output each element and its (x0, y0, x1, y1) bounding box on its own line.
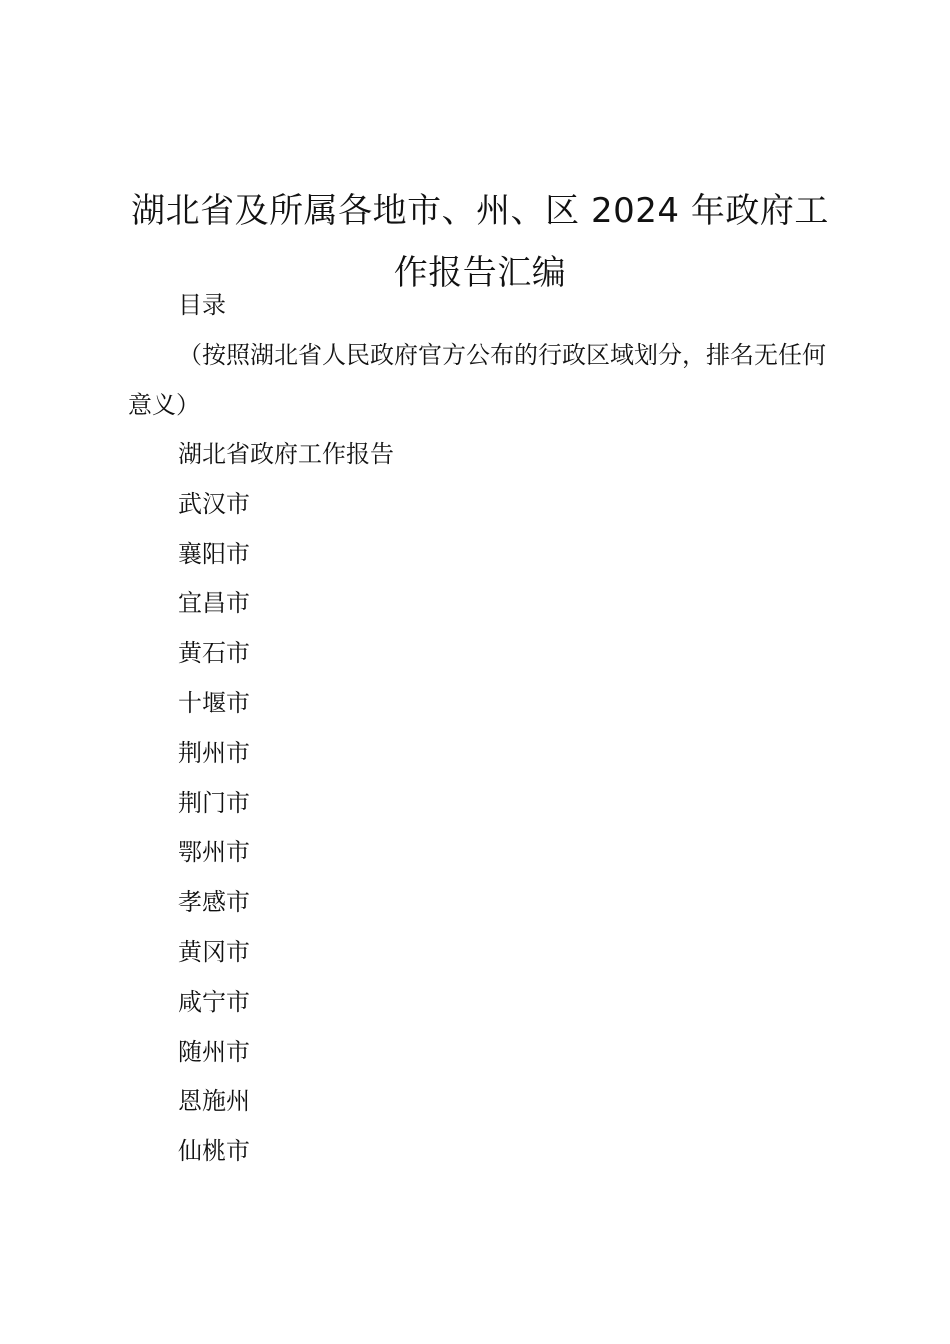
toc-list (178, 430, 394, 1177)
toc-item: 孝感市 (178, 888, 250, 917)
toc-item: 湖北省政府工作报告 (178, 440, 394, 468)
toc-item: 黄冈市 (178, 937, 250, 966)
toc-item: 随州市 (178, 1037, 250, 1066)
toc-item: 襄阳市 (178, 539, 250, 568)
toc-item: 十堰市 (178, 688, 250, 717)
toc-item: 武汉市 (178, 489, 250, 518)
toc-note: （按照湖北省人民政府官方公布的行政区域划分，排名无任何意义） (128, 341, 826, 419)
toc-item: 恩施州 (178, 1087, 250, 1116)
toc-item: 鄂州市 (178, 838, 250, 867)
toc-item: 仙桃市 (178, 1137, 250, 1166)
toc-item: 黄石市 (178, 639, 250, 668)
toc-item: 荆州市 (178, 738, 250, 767)
toc-item: 宜昌市 (178, 589, 250, 618)
toc-item: 咸宁市 (178, 987, 250, 1016)
toc-heading: 目录 (178, 291, 226, 319)
toc-item: 荆门市 (178, 788, 250, 817)
document-title: 湖北省及所属各地市、州、区 2024 年政府工作报告汇编 (131, 191, 829, 293)
